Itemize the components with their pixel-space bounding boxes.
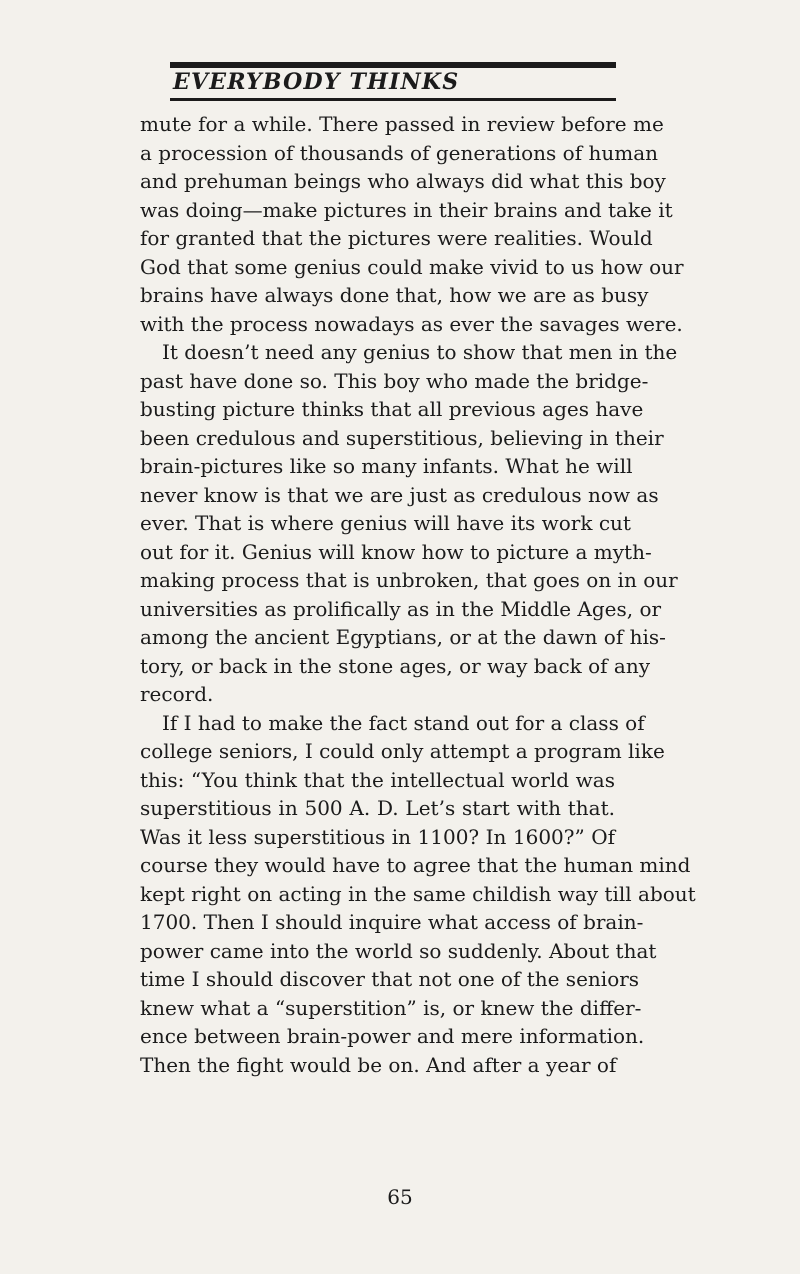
text-line: was doing—make pictures in their brains and take it xyxy=(140,197,673,222)
text-line: mute for a while. There passed in review before me xyxy=(140,112,664,136)
text-line: brain-pictures like so many infants. What he will xyxy=(140,454,633,478)
text-line: Then the fight would be on. And after a year of xyxy=(140,1052,617,1077)
text-line: and prehuman beings who always did what this boy xyxy=(140,169,666,193)
text-line: tory, or back in the stone ages, or way back of any xyxy=(140,653,651,678)
text-line: knew what a “superstition” is, or knew the differ- xyxy=(140,995,642,1020)
text-line: making process that is unbroken, that goes on in our xyxy=(140,568,678,592)
text-line: It doesn’t need any genius to show that men in the xyxy=(162,340,678,364)
text-line: past have done so. This boy who made the bridge- xyxy=(140,368,649,393)
text-line: power came into the world so suddenly. About that xyxy=(140,938,657,963)
text-line: Was it less superstitious in 1100? In 1600?” Of xyxy=(140,824,615,849)
text-line: ence between brain-power and mere information. xyxy=(140,1024,645,1048)
text-line: record. xyxy=(140,682,214,706)
text-line: universities as prolifically as in the Middle Ages, or xyxy=(140,596,662,621)
text-line: 1700. Then I should inquire what access of brain- xyxy=(140,910,644,934)
page-number: 65 xyxy=(387,1185,413,1209)
text-line: been credulous and superstitious, believing in their xyxy=(140,425,664,450)
body-text xyxy=(140,110,696,1079)
text-line: If I had to make the fact stand out for a class of xyxy=(162,710,645,735)
header-rule-bottom xyxy=(170,98,616,101)
text-line: with the process nowadays as ever the savages were. xyxy=(140,311,683,336)
text-line: ever. That is where genius will have its work cut xyxy=(140,511,631,535)
text-line: among the ancient Egyptians, or at the dawn of his- xyxy=(140,625,666,649)
text-line: brains have always done that, how we are as busy xyxy=(140,283,649,307)
text-line: course they would have to agree that the human mind xyxy=(140,853,691,877)
text-line: God that some genius could make vivid to us how our xyxy=(140,254,684,279)
text-line: superstitious in 500 A. D. Let’s start with that. xyxy=(140,796,615,820)
text-line: busting picture thinks that all previous ages have xyxy=(140,397,644,421)
text-line: time I should discover that not one of the seniors xyxy=(140,967,640,991)
text-line: kept right on acting in the same childish way till about xyxy=(140,881,696,906)
text-line: college seniors, I could only attempt a program like xyxy=(140,739,665,763)
text-line: out for it. Genius will know how to picture a myth- xyxy=(140,539,652,564)
text-line: never know is that we are just as credulous now as xyxy=(140,482,659,507)
text-line: for granted that the pictures were realities. Would xyxy=(140,226,653,250)
running-head: EVERYBODY THINKS xyxy=(173,69,460,95)
text-line: this: “You think that the intellectual world was xyxy=(140,767,615,792)
text-line: a procession of thousands of generations of human xyxy=(140,140,659,165)
